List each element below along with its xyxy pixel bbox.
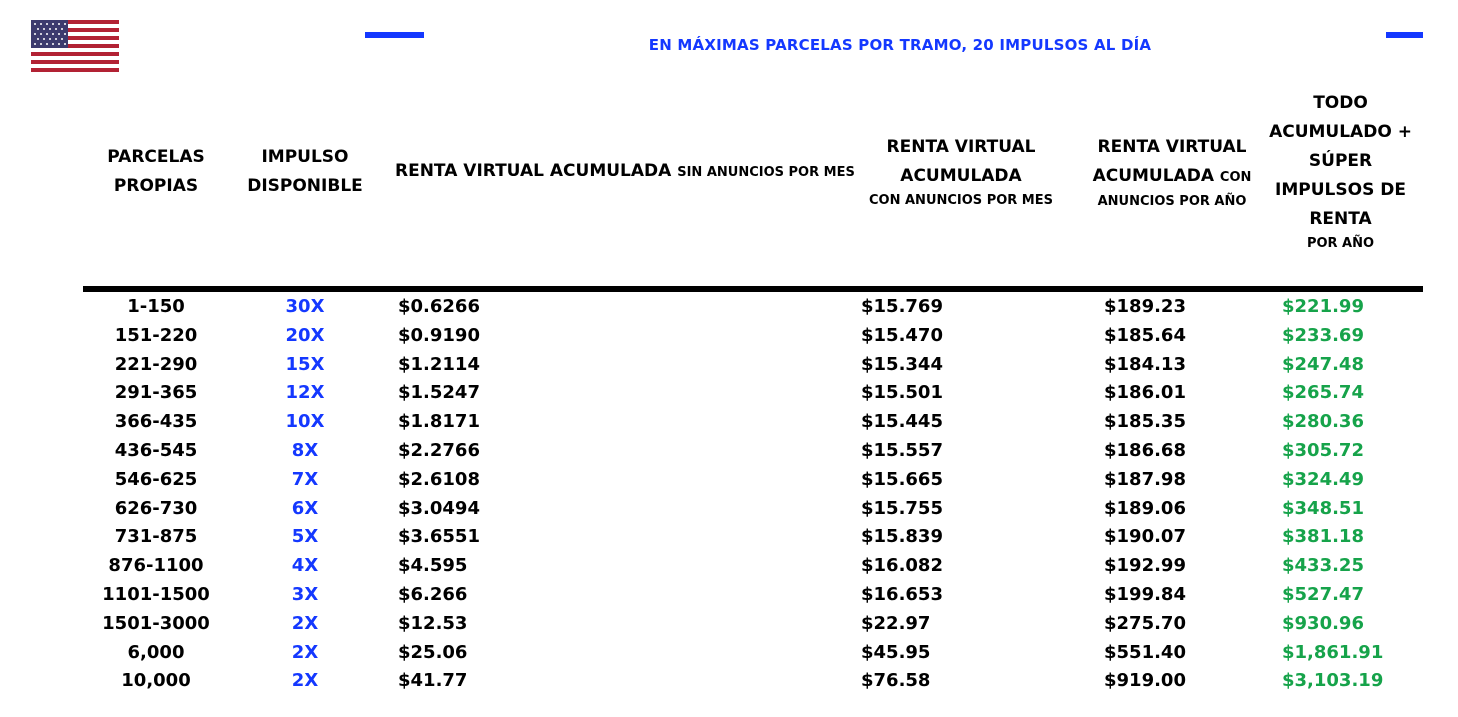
table-row bbox=[0, 378, 1458, 407]
cell-renta-mes: $41.77 bbox=[398, 670, 468, 692]
table-body bbox=[0, 292, 1458, 695]
header-renta-con-anuncios-anio bbox=[1090, 133, 1254, 212]
header-renta-anio-line2-small: CON bbox=[1219, 170, 1252, 185]
header-parcelas-propias bbox=[95, 143, 217, 201]
cell-renta-anio: $185.64 bbox=[1104, 324, 1186, 346]
cell-parcelas: 436-545 bbox=[114, 439, 198, 461]
accent-bar-left bbox=[365, 32, 424, 38]
cell-renta-ads: $15.839 bbox=[861, 526, 943, 548]
header-renta-anio-line2: ACUMULADA bbox=[1092, 166, 1214, 186]
cell-renta-mes: $1.5247 bbox=[398, 382, 480, 404]
cell-parcelas: 876-1100 bbox=[108, 555, 204, 577]
cell-total: $280.36 bbox=[1282, 411, 1364, 433]
cell-renta-ads: $22.97 bbox=[861, 612, 931, 634]
header-todo-acumulado bbox=[1268, 89, 1413, 254]
cell-total: $3,103.19 bbox=[1282, 670, 1384, 692]
table-row bbox=[0, 551, 1458, 580]
header-todo-line4: IMPULSOS DE bbox=[1275, 180, 1406, 200]
cell-total: $265.74 bbox=[1282, 382, 1364, 404]
cell-parcelas: 10,000 bbox=[121, 670, 191, 692]
cell-total: $433.25 bbox=[1282, 555, 1364, 577]
header-renta-ads-line2: ACUMULADA bbox=[900, 166, 1022, 186]
cell-renta-mes: $3.6551 bbox=[398, 526, 480, 548]
cell-impulso: 3X bbox=[291, 583, 319, 605]
cell-renta-ads: $15.769 bbox=[861, 296, 943, 317]
cell-parcelas: 1-150 bbox=[127, 296, 185, 317]
cell-renta-anio: $187.98 bbox=[1104, 468, 1186, 490]
cell-parcelas: 1501-3000 bbox=[102, 612, 210, 634]
header-renta-ads-line1: RENTA VIRTUAL bbox=[886, 137, 1036, 157]
cell-impulso: 30X bbox=[285, 296, 325, 317]
cell-impulso: 5X bbox=[291, 526, 319, 548]
table-row bbox=[0, 436, 1458, 465]
cell-parcelas: 6,000 bbox=[127, 641, 185, 663]
cell-renta-mes: $25.06 bbox=[398, 641, 468, 663]
cell-total: $930.96 bbox=[1282, 612, 1364, 634]
cell-renta-ads: $15.445 bbox=[861, 411, 943, 433]
cell-renta-mes: $0.9190 bbox=[398, 324, 480, 346]
header-todo-line2: ACUMULADO + bbox=[1269, 122, 1412, 142]
cell-renta-anio: $185.35 bbox=[1104, 411, 1186, 433]
cell-renta-ads: $15.755 bbox=[861, 497, 943, 519]
cell-total: $381.18 bbox=[1282, 526, 1364, 548]
cell-parcelas: 731-875 bbox=[114, 526, 198, 548]
cell-renta-ads: $16.082 bbox=[861, 555, 943, 577]
cell-renta-mes: $2.6108 bbox=[398, 468, 480, 490]
cell-renta-anio: $186.68 bbox=[1104, 439, 1186, 461]
header-todo-line3: SÚPER bbox=[1308, 151, 1373, 171]
table-row bbox=[0, 292, 1458, 321]
cell-impulso: 4X bbox=[291, 555, 319, 577]
table-row bbox=[0, 638, 1458, 667]
cell-renta-mes: $4.595 bbox=[398, 555, 468, 577]
table-row bbox=[0, 465, 1458, 494]
header-parcelas-line2: PROPIAS bbox=[113, 176, 199, 196]
table-row bbox=[0, 580, 1458, 609]
header-impulso-disponible bbox=[238, 143, 372, 201]
cell-total: $348.51 bbox=[1282, 497, 1364, 519]
cell-impulso: 2X bbox=[291, 641, 319, 663]
cell-renta-anio: $189.06 bbox=[1104, 497, 1186, 519]
cell-total: $233.69 bbox=[1282, 324, 1364, 346]
cell-parcelas: 1101-1500 bbox=[102, 583, 210, 605]
cell-parcelas: 221-290 bbox=[114, 353, 198, 375]
cell-impulso: 20X bbox=[285, 324, 325, 346]
cell-parcelas: 151-220 bbox=[114, 324, 198, 346]
cell-renta-anio: $551.40 bbox=[1104, 641, 1186, 663]
cell-impulso: 2X bbox=[291, 670, 319, 692]
header-renta-mes-main: RENTA VIRTUAL ACUMULADA bbox=[395, 161, 672, 181]
cell-renta-ads: $16.653 bbox=[861, 583, 943, 605]
cell-impulso: 12X bbox=[285, 382, 325, 404]
table-row bbox=[0, 321, 1458, 350]
cell-total: $324.49 bbox=[1282, 468, 1364, 490]
cell-renta-anio: $199.84 bbox=[1104, 583, 1186, 605]
cell-renta-anio: $192.99 bbox=[1104, 555, 1186, 577]
cell-impulso: 10X bbox=[285, 411, 325, 433]
cell-renta-mes: $1.2114 bbox=[398, 353, 480, 375]
header-impulso-line1: IMPULSO bbox=[261, 147, 349, 167]
cell-total: $221.99 bbox=[1282, 296, 1364, 317]
table-row bbox=[0, 522, 1458, 551]
cell-renta-anio: $186.01 bbox=[1104, 382, 1186, 404]
cell-renta-ads: $45.95 bbox=[861, 641, 931, 663]
cell-renta-ads: $15.665 bbox=[861, 468, 943, 490]
table-row bbox=[0, 407, 1458, 436]
header-parcelas-line1: PARCELAS bbox=[107, 147, 205, 167]
cell-total: $247.48 bbox=[1282, 353, 1364, 375]
cell-renta-anio: $184.13 bbox=[1104, 353, 1186, 375]
header-todo-line1: TODO bbox=[1313, 93, 1368, 113]
cell-renta-mes: $1.8171 bbox=[398, 411, 480, 433]
table-row bbox=[0, 666, 1458, 695]
cell-renta-anio: $919.00 bbox=[1104, 670, 1186, 692]
cell-parcelas: 291-365 bbox=[114, 382, 198, 404]
cell-impulso: 2X bbox=[291, 612, 319, 634]
cell-renta-ads: $15.470 bbox=[861, 324, 943, 346]
header-renta-sin-anuncios bbox=[395, 157, 855, 187]
table-row bbox=[0, 494, 1458, 523]
cell-renta-ads: $15.557 bbox=[861, 439, 943, 461]
page-title: EN MÁXIMAS PARCELAS POR TRAMO, 20 IMPULSOS AL DÍA bbox=[648, 36, 1152, 54]
table-row bbox=[0, 350, 1458, 379]
cell-parcelas: 366-435 bbox=[114, 411, 198, 433]
header-renta-con-anuncios-mes bbox=[866, 133, 1056, 211]
header-renta-mes-small: SIN ANUNCIOS POR MES bbox=[677, 165, 855, 180]
header-renta-anio-line1: RENTA VIRTUAL bbox=[1097, 137, 1247, 157]
cell-impulso: 8X bbox=[291, 439, 319, 461]
cell-renta-ads: $15.501 bbox=[861, 382, 943, 404]
header-renta-anio-small: ANUNCIOS POR AÑO bbox=[1097, 194, 1247, 209]
cell-renta-mes: $6.266 bbox=[398, 583, 468, 605]
cell-renta-anio: $275.70 bbox=[1104, 612, 1186, 634]
cell-parcelas: 546-625 bbox=[114, 468, 198, 490]
table-row bbox=[0, 609, 1458, 638]
accent-bar-right bbox=[1386, 32, 1423, 38]
header-impulso-line2: DISPONIBLE bbox=[247, 176, 363, 196]
us-flag-icon bbox=[31, 20, 119, 72]
cell-renta-mes: $2.2766 bbox=[398, 439, 480, 461]
cell-renta-anio: $190.07 bbox=[1104, 526, 1186, 548]
cell-total: $527.47 bbox=[1282, 583, 1364, 605]
cell-impulso: 15X bbox=[285, 353, 325, 375]
header-todo-small: POR AÑO bbox=[1306, 236, 1375, 251]
cell-renta-ads: $76.58 bbox=[861, 670, 931, 692]
cell-renta-mes: $0.6266 bbox=[398, 296, 480, 317]
cell-parcelas: 626-730 bbox=[114, 497, 198, 519]
cell-total: $305.72 bbox=[1282, 439, 1364, 461]
cell-renta-anio: $189.23 bbox=[1104, 296, 1186, 317]
header-todo-line5: RENTA bbox=[1309, 209, 1372, 229]
cell-impulso: 6X bbox=[291, 497, 319, 519]
cell-impulso: 7X bbox=[291, 468, 319, 490]
cell-total: $1,861.91 bbox=[1282, 641, 1384, 663]
header-renta-ads-small: CON ANUNCIOS POR MES bbox=[869, 193, 1053, 208]
cell-renta-ads: $15.344 bbox=[861, 353, 943, 375]
cell-renta-mes: $3.0494 bbox=[398, 497, 480, 519]
cell-renta-mes: $12.53 bbox=[398, 612, 468, 634]
